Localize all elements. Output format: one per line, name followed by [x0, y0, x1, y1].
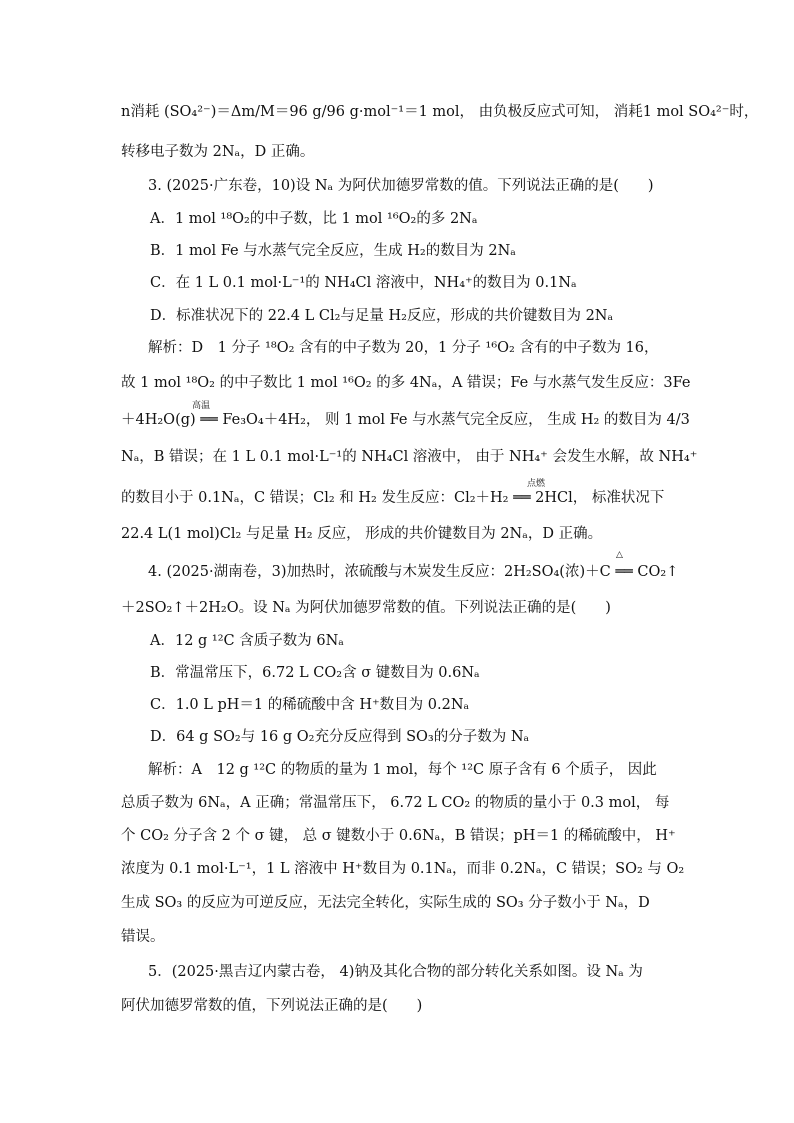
question-3-option-b: B．1 mol Fe 与水蒸气完全反应，生成 H₂的数目为 2Nₐ [150, 243, 516, 259]
analysis-line: 总质子数为 6Nₐ，A 正确；常温常压下， 6.72 L CO₂ 的物质的量小于 0.3 mol， 每 [121, 795, 670, 811]
solution-text-line: 转移电子数为 2Nₐ，D 正确。 [121, 144, 315, 160]
analysis-line: 错误。 [121, 929, 165, 945]
reaction-condition-label: 点燃 [527, 479, 546, 489]
question-4-option-c: C．1.0 L pH＝1 的稀硫酸中含 H⁺数目为 0.2Nₐ [150, 697, 470, 713]
question-4-option-a: A．12 g ¹²C 含质子数为 6Nₐ [150, 633, 344, 649]
analysis-line: 生成 SO₃ 的反应为可逆反应，无法完全转化，实际生成的 SO₃ 分子数小于 Nₐ，D [121, 895, 650, 911]
question-4-option-d: D．64 g SO₂与 16 g O₂充分反应得到 SO₃的分子数为 Nₐ [150, 729, 530, 745]
question-3-analysis: 解析：D 1 分子 ¹⁸O₂ 含有的中子数为 20，1 分子 ¹⁶O₂ 含有的中子数为 16， [148, 340, 659, 356]
question-3-stem: 3. (2025·广东卷，10)设 Nₐ 为阿伏加德罗常数的值。下列说法正确的是( ) [148, 178, 654, 194]
question-4-stem-continued: ＋2SO₂↑＋2H₂O。设 Nₐ 为阿伏加德罗常数的值。下列说法正确的是( ) [121, 600, 611, 616]
reaction-condition-label: △ [616, 550, 623, 560]
analysis-line: 故 1 mol ¹⁸O₂ 的中子数比 1 mol ¹⁶O₂ 的多 4Nₐ，A 错误；Fe 与水蒸气发生反应：3Fe [121, 375, 691, 391]
analysis-line: ＋4H₂O(g) ══ Fe₃O₄＋4H₂， 则 1 mol Fe 与水蒸气完全反应， 生成 H₂ 的数目为 4/3 [121, 412, 690, 428]
question-3-option-c: C．在 1 L 0.1 mol·L⁻¹的 NH₄Cl 溶液中，NH₄⁺的数目为 0.1Nₐ [150, 275, 577, 291]
question-5-stem-continued: 阿伏加德罗常数的值，下列说法正确的是( ) [121, 998, 423, 1014]
question-3-option-d: D．标准状况下的 22.4 L Cl₂与足量 H₂反应，形成的共价键数目为 2Nₐ [150, 308, 614, 324]
solution-text-line: n消耗 (SO₄²⁻)＝Δm/M＝96 g/96 g·mol⁻¹＝1 mol， 由负极反应式可知， 消耗1 mol SO₄²⁻时， [121, 104, 759, 120]
question-4-analysis: 解析：A 12 g ¹²C 的物质的量为 1 mol，每个 ¹²C 原子含有 6 个质子， 因此 [148, 762, 657, 778]
analysis-line: 浓度为 0.1 mol·L⁻¹，1 L 溶液中 H⁺数目为 0.1Nₐ，而非 0.2Nₐ，C 错误；SO₂ 与 O₂ [121, 861, 685, 877]
analysis-line: Nₐ，B 错误；在 1 L 0.1 mol·L⁻¹的 NH₄Cl 溶液中， 由于 NH₄⁺ 会发生水解，故 NH₄⁺ [121, 449, 698, 465]
question-5-stem: 5．(2025·黑吉辽内蒙古卷， 4)钠及其化合物的部分转化关系如图。设 Nₐ 为 [148, 964, 643, 980]
analysis-line: 个 CO₂ 分子含 2 个 σ 键， 总 σ 键数小于 0.6Nₐ，B 错误；pH＝1 的稀硫酸中， H⁺ [121, 828, 676, 844]
question-4-stem: 4. (2025·湖南卷，3)加热时，浓硫酸与木炭发生反应：2H₂SO₄(浓)＋C ══ CO₂↑ [148, 564, 679, 580]
analysis-line: 22.4 L(1 mol)Cl₂ 与足量 H₂ 反应， 形成的共价键数目为 2Nₐ，D 正确。 [121, 526, 603, 542]
analysis-line: 的数目小于 0.1Nₐ，C 错误；Cl₂ 和 H₂ 发生反应：Cl₂＋H₂ ══ 2HCl， 标准状况下 [121, 490, 665, 506]
reaction-condition-label: 高温 [192, 401, 211, 411]
question-3-option-a: A．1 mol ¹⁸O₂的中子数，比 1 mol ¹⁶O₂的多 2Nₐ [150, 211, 478, 227]
question-4-option-b: B．常温常压下，6.72 L CO₂含 σ 键数目为 0.6Nₐ [150, 665, 480, 681]
